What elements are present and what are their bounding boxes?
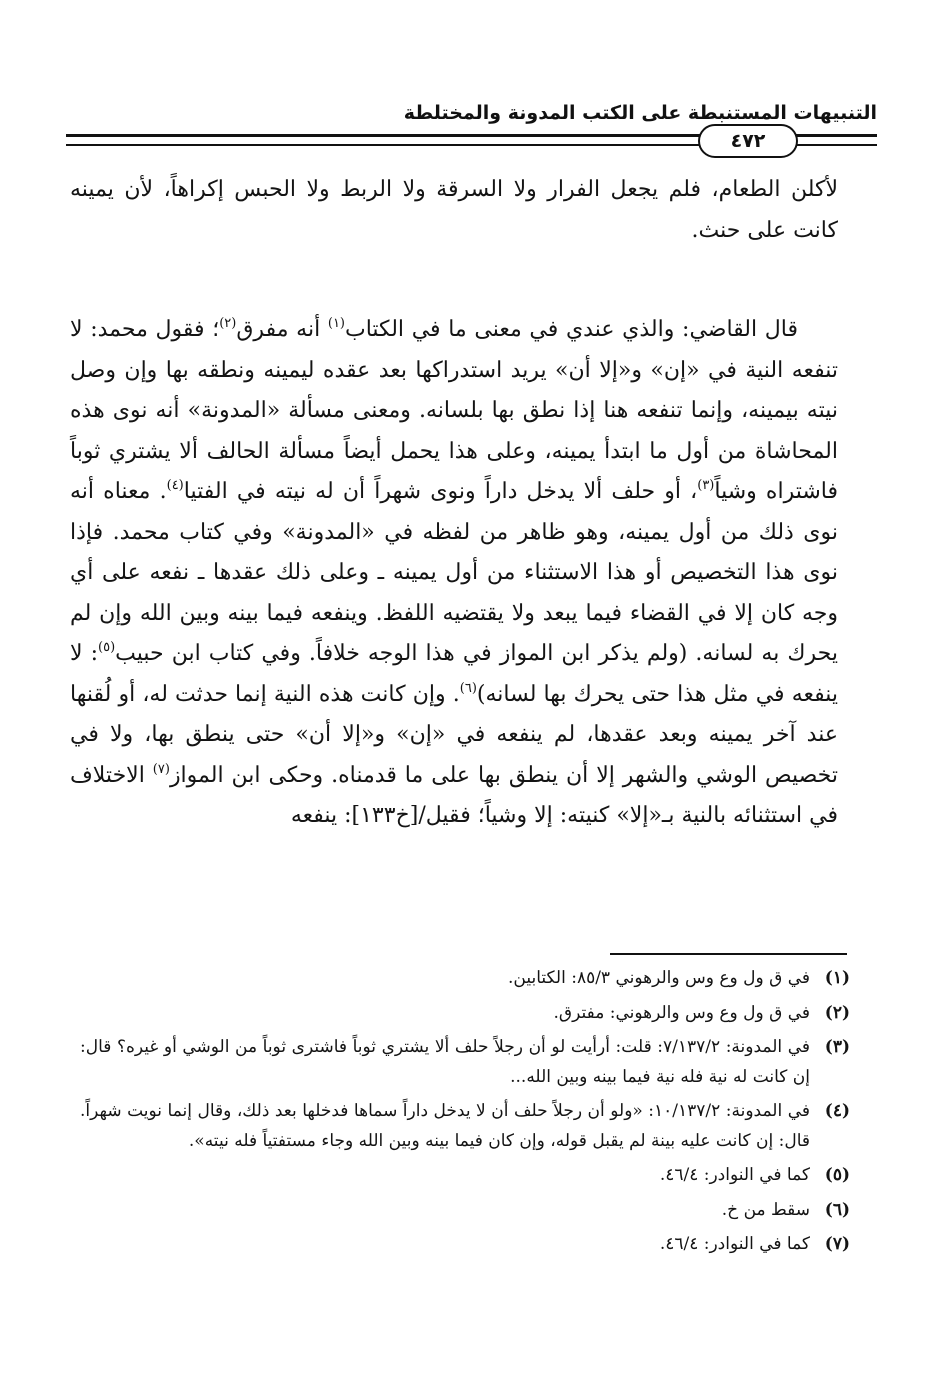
text-segment: الاختلاف في استثنائه بالنية بـ«إلا» كنيته: إلا وشياً؛ فقيل/[خ١٣٣]: ينفعه <box>70 762 838 828</box>
text-segment: ؛ فقول محمد: لا تنفعه النية في «إن» و«إلا أن» يريد استدراكها بعد عقده ليمينه ونطقه بها وإن وصل نيته بيمينه، وإنما تنفعه هنا إذا نطق بها بلسانه. ومعنى مسألة «المدونة» أنه نوى هذه المحاشاة من أول ما ابتدأ يمينه، وعلى هذا يحمل أيضاً مسألة الحالف ألا يشتري ثوباً فاشتراه وشياً <box>70 317 838 504</box>
footnote-marker-1[interactable]: (١) <box>327 316 345 331</box>
footnote-number: (٧) <box>824 1234 850 1254</box>
footnote-item <box>80 964 850 994</box>
footnote-marker-2[interactable]: (٢) <box>219 316 237 331</box>
page-number: ٤٧٢ <box>730 130 766 152</box>
footnote-marker-5[interactable]: (٥) <box>98 640 116 655</box>
text-segment: : لا ينفعه في مثل هذا حتى يحرك بها لسانه) <box>70 641 838 707</box>
text-segment: . وإن كانت هذه النية إنما حدثت له، أو لُقنها عند آخر يمينه وبعد عقدها، لم ينفعه في «إن» و«إلا أن» حتى ينطق بها، ولا في تخصيص الوشي والشهر إلا أن ينطق بها على ما قدمناه. وحكى ابن المواز <box>70 681 839 788</box>
footnote-item <box>80 1033 850 1092</box>
footnote-separator <box>610 953 847 955</box>
footnote-text: سقط من خ. <box>721 1199 810 1220</box>
footnote-text: كما في النوادر: ٤٦/٤. <box>659 1234 810 1254</box>
footnote-number: (٥) <box>824 1165 850 1185</box>
footnote-item <box>80 1230 850 1260</box>
footnote-text: في المدونة: ٧/١٣٧/٢: قلت: أرأيت لو أن رجلاً حلف ألا يشتري ثوباً فاشترى ثوباً من الوشي أو غيره؟ قال: إن كانت له نية فله نية فيما بينه وبين الله... <box>80 1037 810 1087</box>
text-segment: قال القاضي: والذي عندي في معنى ما في الكتاب <box>345 317 798 342</box>
intro-text: لأكلن الطعام، فلم يجعل الفرار ولا السرقة ولا الربط ولا الحبس إكراهاً، لأن يمينه كانت على حنث. <box>70 177 838 243</box>
footnote-text: في ق ول وع وس والرهوني: مفترق. <box>553 1002 810 1023</box>
main-paragraph <box>70 310 838 837</box>
footnote-item <box>80 999 850 1029</box>
footnote-number: (٤) <box>824 1101 850 1121</box>
footnote-text: كما في النوادر: ٤٦/٤. <box>659 1165 810 1185</box>
footnote-marker-3[interactable]: (٣) <box>697 478 715 493</box>
footnote-number: (٦) <box>824 1199 850 1220</box>
text-segment: . معناه أنه نوى ذلك من أول يمينه، وهو ظاهر من لفظه في «المدونة» وفي كتاب محمد. فإذا نوى هذا التخصيص أو هذا الاستثناء من أول يمينه ـ وعلى ذلك عقدها ـ نفعه على أي وجه كان إلا في القضاء فيما يبعد ولا يقتضيه اللفظ. وينفعه فيما بينه وبين الله وإن لم يحرك به لسانه. (ولم يذكر ابن المواز في هذا الوجه خلافاً. وفي كتاب ابن حبيب <box>70 479 839 666</box>
page-number-frame <box>698 124 798 158</box>
footnote-item <box>80 1097 850 1156</box>
running-title: التنبيهات المستنبطة على الكتب المدونة والمختلطة <box>403 102 877 124</box>
footnote-text: في ق ول وع وس والرهوني ٨٥/٣: الكتابين. <box>507 968 810 988</box>
footnote-item <box>80 1196 850 1226</box>
text-segment: ، أو حلف ألا يدخل داراً ونوى شهراً أن له نيته في الفتيا <box>183 479 698 504</box>
footnote-marker-4[interactable]: (٤) <box>166 478 184 493</box>
footnote-text: في المدونة: ١٠/١٣٧/٢: «ولو أن رجلاً حلف أن لا يدخل داراً سماها فدخلها بعد ذلك، وقال إنما نويت شهراً. قال: إن كانت عليه بينة لم يقبل قوله، وإن كان فيما بينه وبين الله وجاء مستفتياً فله نيته». <box>80 1101 810 1151</box>
footnote-number: (٢) <box>824 1002 850 1023</box>
footnote-item <box>80 1161 850 1191</box>
footnote-marker-7[interactable]: (٧) <box>152 761 170 777</box>
main-text <box>70 310 838 837</box>
footnotes-list <box>80 964 850 1265</box>
intro-paragraph <box>70 170 838 251</box>
text-segment: أنه مفرق <box>236 317 328 342</box>
footnote-number: (٣) <box>824 1037 850 1057</box>
footnote-marker-6[interactable]: (٦) <box>459 680 477 696</box>
footnote-number: (١) <box>824 968 850 988</box>
